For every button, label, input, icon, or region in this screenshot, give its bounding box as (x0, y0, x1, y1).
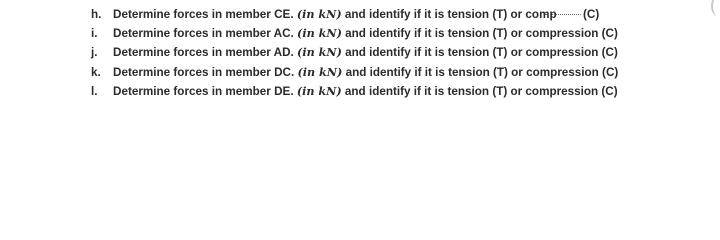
question-item-h (0, 5, 720, 24)
question-text (113, 63, 618, 82)
question-prefix: Determine forces in member CE. (113, 8, 294, 21)
question-suffix: and identify if it is tension (T) or compression (C) (344, 84, 618, 98)
question-tail: (C) (583, 8, 600, 21)
item-marker: i. (91, 27, 98, 41)
math-expression: (in kN) (297, 26, 342, 41)
item-marker: h. (91, 8, 102, 21)
math-expression: (in kN) (296, 7, 342, 21)
question-list (0, 5, 720, 101)
math-expression: (in kN) (297, 45, 342, 60)
obscured-text-mark (545, 14, 581, 16)
question-text (113, 24, 618, 43)
question-text (113, 82, 618, 101)
question-suffix: and identify if it is tension (T) or compression (C) (345, 27, 618, 41)
question-prefix: Determine forces in member DC. (113, 65, 295, 79)
item-marker: l. (91, 84, 98, 98)
question-suffix: and identify if it is tension (T) or compression (C) (345, 46, 618, 60)
question-prefix: Determine forces in member DE. (113, 84, 294, 98)
item-marker: k. (91, 65, 101, 79)
question-prefix: Determine forces in member AC. (113, 27, 294, 41)
question-item-i (0, 24, 720, 43)
math-expression: (in kN) (296, 83, 342, 98)
math-expression: (in kN) (297, 64, 343, 79)
item-marker: j. (91, 46, 98, 60)
question-text (113, 43, 618, 62)
question-suffix: and identify if it is tension (T) or compression (C) (345, 65, 619, 79)
question-suffix: and identify if it is tension (T) or comp (344, 8, 557, 21)
question-prefix: Determine forces in member AD. (113, 46, 294, 60)
question-item-j (0, 43, 720, 62)
question-item-l (0, 82, 720, 101)
question-text (113, 5, 583, 24)
question-item-k (0, 63, 720, 82)
